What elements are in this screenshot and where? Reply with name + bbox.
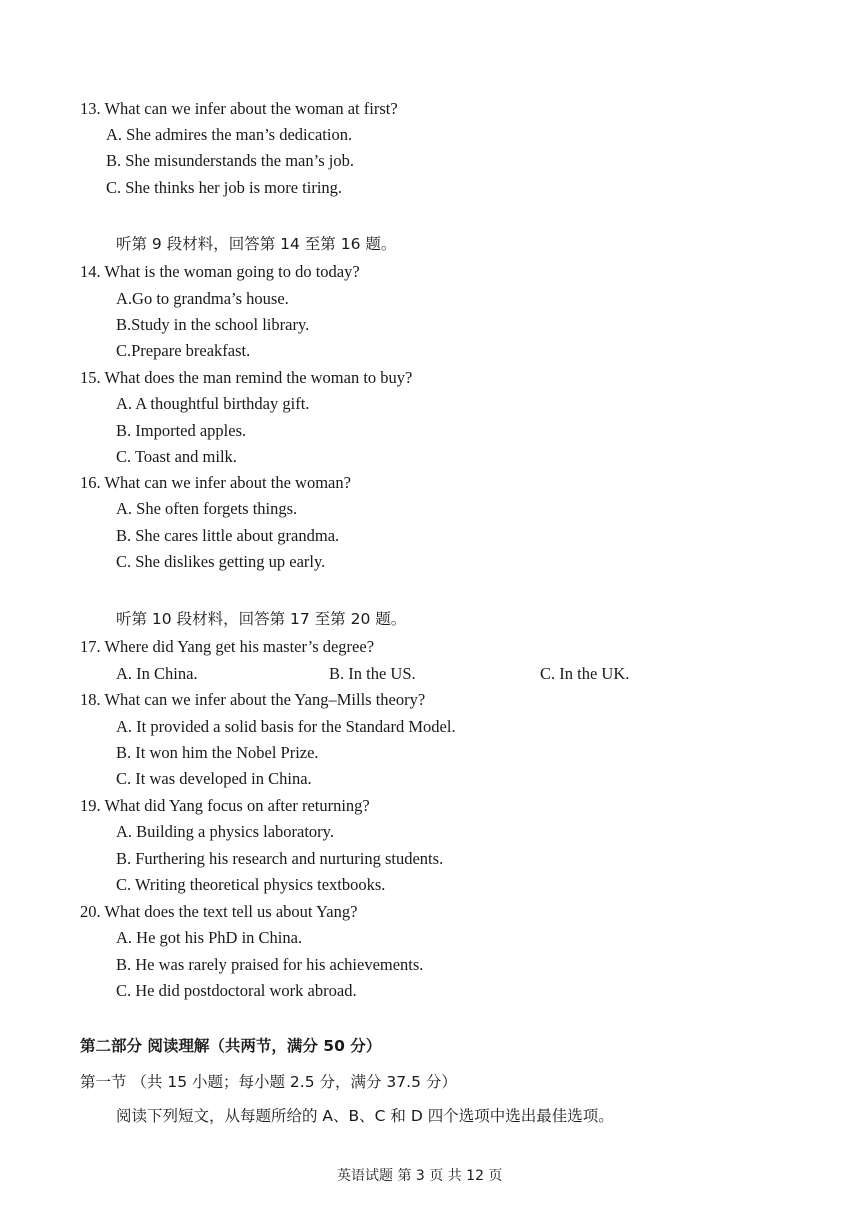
section-9-instruction: 听第 9 段材料，回答第 14 至第 16 题。 [116, 235, 397, 253]
question-16-option-a: A. She often forgets things. [116, 499, 298, 518]
question-13-option-b: B. She misunderstands the man’s job. [106, 151, 354, 170]
part-2-heading: 第二部分 阅读理解（共两节，满分 50 分） [80, 1037, 382, 1055]
question-20-option-c: C. He did postdoctoral work abroad. [116, 981, 357, 1000]
question-17-option-b: B. In the US. [329, 664, 416, 683]
question-19-stem: 19. What did Yang focus on after returning? [80, 796, 370, 815]
question-15-stem: 15. What does the man remind the woman to buy? [80, 368, 413, 387]
question-13-option-c: C. She thinks her job is more tiring. [106, 178, 343, 197]
question-13-stem: 13. What can we infer about the woman at first? [80, 99, 398, 118]
question-20-stem: 20. What does the text tell us about Yang? [80, 902, 358, 921]
question-19-option-c: C. Writing theoretical physics textbooks. [116, 875, 386, 894]
question-16-stem: 16. What can we infer about the woman? [80, 473, 351, 492]
page-footer: 英语试题 第 3 页 共 12 页 [337, 1168, 503, 1184]
question-20-option-b: B. He was rarely praised for his achievements. [116, 955, 424, 974]
question-13-option-a: A. She admires the man’s dedication. [106, 125, 353, 144]
question-16-option-c: C. She dislikes getting up early. [116, 552, 326, 571]
question-14-option-a: A.Go to grandma’s house. [116, 289, 289, 308]
question-19-option-b: B. Furthering his research and nurturing students. [116, 849, 444, 868]
question-14-stem: 14. What is the woman going to do today? [80, 262, 360, 281]
question-15-option-c: C. Toast and milk. [116, 447, 237, 466]
question-17-option-a: A. In China. [116, 664, 198, 683]
section-1-heading: 第一节 （共 15 小题；每小题 2.5 分，满分 37.5 分） [80, 1073, 457, 1091]
question-17-option-c: C. In the UK. [540, 664, 630, 683]
question-19-option-a: A. Building a physics laboratory. [116, 822, 334, 841]
question-18-stem: 18. What can we infer about the Yang–Mills theory? [80, 690, 426, 709]
reading-instruction: 阅读下列短文，从每题所给的 A、B、C 和 D 四个选项中选出最佳选项。 [116, 1107, 614, 1125]
question-14-option-b: B.Study in the school library. [116, 315, 310, 334]
question-20-option-a: A. He got his PhD in China. [116, 928, 303, 947]
question-15-option-a: A. A thoughtful birthday gift. [116, 394, 310, 413]
question-18-option-c: C. It was developed in China. [116, 769, 312, 788]
section-10-instruction: 听第 10 段材料，回答第 17 至第 20 题。 [116, 610, 407, 628]
question-18-option-a: A. It provided a solid basis for the Standard Model. [116, 717, 456, 736]
question-17-stem: 17. Where did Yang get his master’s degree? [80, 637, 375, 656]
question-14-option-c: C.Prepare breakfast. [116, 341, 251, 360]
question-16-option-b: B. She cares little about grandma. [116, 526, 340, 545]
question-18-option-b: B. It won him the Nobel Prize. [116, 743, 319, 762]
question-15-option-b: B. Imported apples. [116, 421, 247, 440]
